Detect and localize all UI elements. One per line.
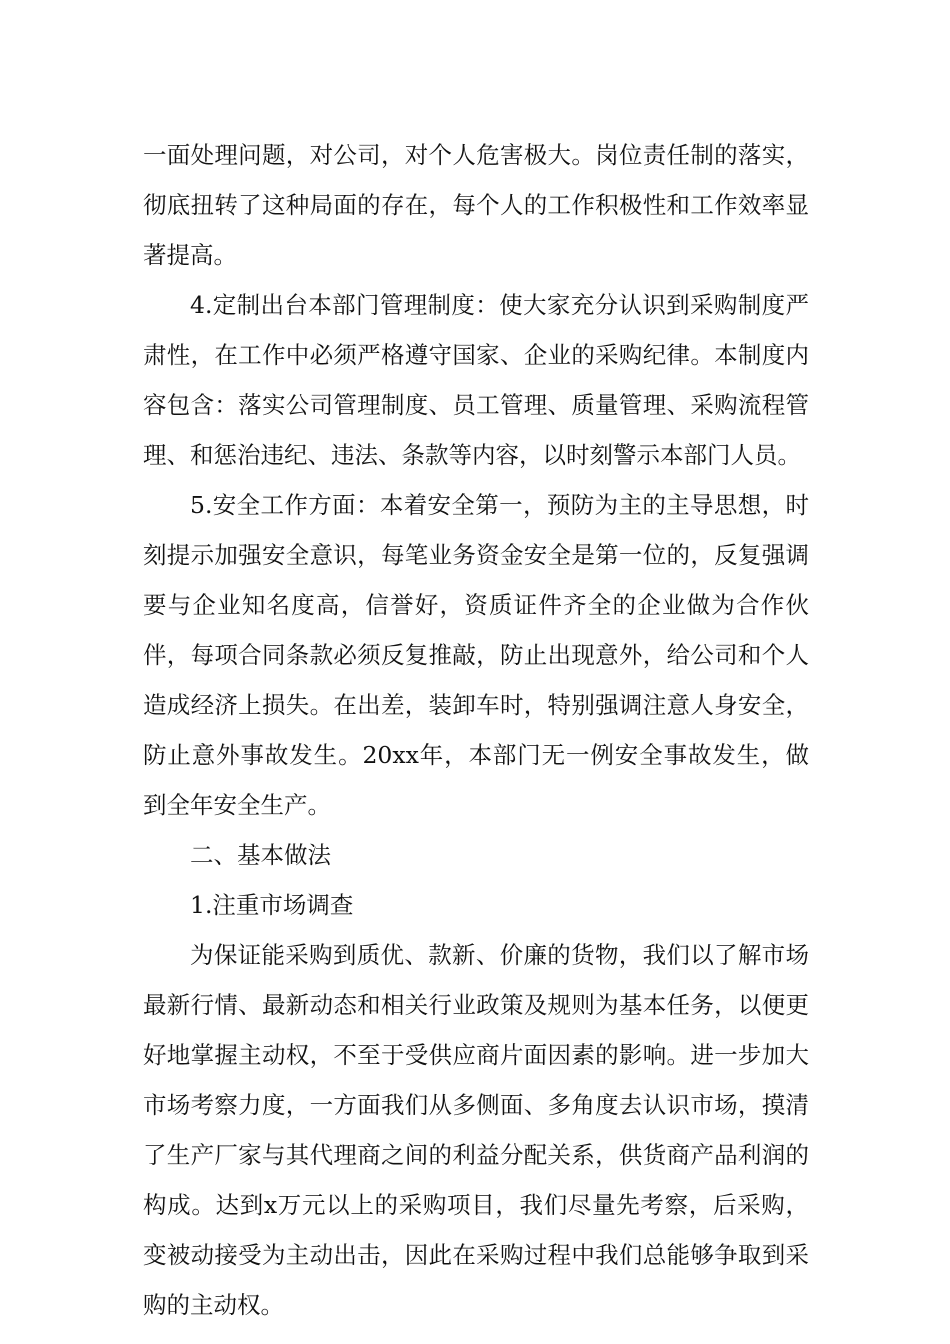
paragraph-continuation: 一面处理问题，对公司，对个人危害极大。岗位责任制的落实，彻底扭转了这种局面的存在，每个人的工作积极性和工作效率显著提高。	[143, 141, 809, 269]
paragraph-safety-work: 5.安全工作方面：本着安全第一，预防为主的主导思想，时刻提示加强安全意识，每笔业务资金安全是第一位的，反复强调要与企业知名度高，信誉好，资质证件齐全的企业做为合作伙伴，每项合同条款必须反复推敲，防止出现意外，给公司和个人造成经济上损失。在出差，装卸车时，特别强调注意人身安全，防止意外事故发生。20xx年，本部门无一例安全事故发生，做到全年安全生产。	[143, 491, 809, 819]
section-heading-basic-methods: 二、基本做法	[190, 841, 331, 869]
paragraph-market-research: 为保证能采购到质优、款新、价廉的货物，我们以了解市场最新行情、最新动态和相关行业政策及规则为基本任务，以便更好地掌握主动权，不至于受供应商片面因素的影响。进一步加大市场考察力度，一方面我们从多侧面、多角度去认识市场，摸清了生产厂家与其代理商之间的利益分配关系，供货商产品利润的构成。达到x万元以上的采购项目，我们尽量先考察，后采购，变被动接受为主动出击，因此在采购过程中我们总能够争取到采购的主动权。	[143, 941, 809, 1319]
paragraph-department-rules: 4.定制出台本部门管理制度：使大家充分认识到采购制度严肃性，在工作中必须严格遵守国家、企业的采购纪律。本制度内容包含：落实公司管理制度、员工管理、质量管理、采购流程管理、和惩治违纪、违法、条款等内容，以时刻警示本部门人员。	[143, 291, 809, 469]
document-body	[143, 130, 809, 1330]
subheading-market-research: 1.注重市场调查	[190, 891, 354, 919]
